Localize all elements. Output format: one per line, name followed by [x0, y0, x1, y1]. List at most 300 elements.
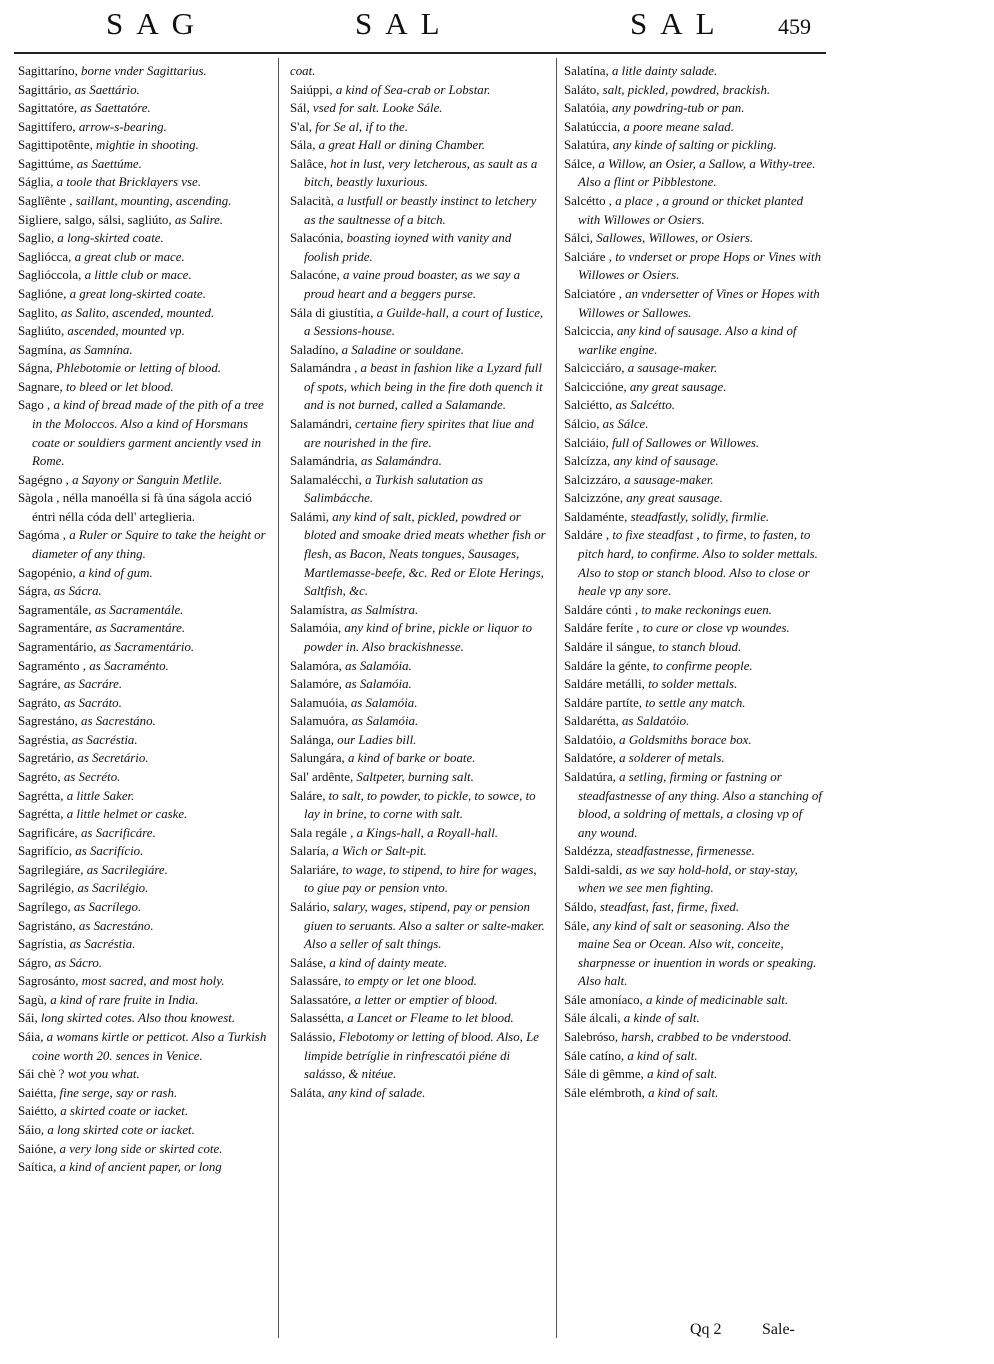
dictionary-entry — [18, 396, 276, 470]
entry-headword: Sagristáno, — [18, 918, 76, 933]
dictionary-entry — [564, 285, 822, 322]
dictionary-entry — [564, 1047, 822, 1066]
entry-definition: as Salcétto. — [612, 398, 675, 413]
dictionary-entry — [564, 526, 822, 600]
entry-headword: Salatúccia, — [564, 119, 621, 134]
entry-definition: coat. — [290, 64, 316, 78]
column-1 — [18, 62, 276, 1177]
column-3 — [564, 62, 822, 1102]
entry-headword: Sagmína, — [18, 342, 67, 357]
entry-definition: as Salire. — [171, 212, 224, 227]
entry-definition: as Sacramentáre. — [92, 621, 186, 636]
entry-headword: Salamuóia, — [290, 695, 348, 710]
entry-definition: hot in lust, very letcherous, as sault as a bitch, beastly luxurious. — [304, 156, 538, 190]
entry-definition: Flebotomy or letting of blood. Also, Le limpide betríglie in rinfrescatói piéne di salásso, & nitéue. — [304, 1030, 539, 1082]
entry-definition: as Salamándra. — [357, 454, 442, 469]
entry-definition: as Saettúme. — [73, 156, 142, 171]
entry-definition: any kind of salt, pickled, powdred or bloted and smoake dried meats whether fish or flesh, as Bacon, Neats tongues, Sausages, Martlemasse-beefe, &c. Red or Elote Herings, Saltfish, &c. — [304, 509, 546, 599]
entry-headword: Salciccióne, — [564, 379, 627, 394]
entry-headword: Sagrifício, — [18, 844, 73, 859]
entry-definition: a great club or mace. — [71, 249, 185, 264]
entry-definition: fine serge, say or rash. — [56, 1085, 178, 1100]
entry-headword: Saldézza, — [564, 844, 614, 859]
dictionary-entry — [18, 192, 276, 211]
entry-headword: Sagittipotênte, — [18, 138, 93, 153]
entry-headword: Sále amoníaco, — [564, 992, 643, 1007]
entry-headword: Saladíno, — [290, 342, 339, 357]
entry-headword: Sagrestáno, — [18, 714, 78, 729]
entry-headword: Sagittúme, — [18, 156, 74, 171]
entry-headword: Sagréstia, — [18, 732, 69, 747]
entry-definition: as Sácro. — [51, 955, 103, 970]
dictionary-entry — [18, 879, 276, 898]
dictionary-entry — [18, 285, 276, 304]
dictionary-entry — [564, 118, 822, 137]
entry-headword: Sagittatóre, — [18, 101, 78, 116]
entry-definition: any kind of sausage. — [610, 454, 719, 469]
entry-definition: a kind of gum. — [75, 565, 153, 580]
entry-definition: to cure or close vp woundes. — [639, 621, 790, 636]
entry-definition: as Sacraménto. — [86, 658, 169, 673]
column-rule-1 — [278, 58, 279, 1338]
entry-definition: as Sacráto. — [60, 695, 122, 710]
entry-definition: to make reckonings euen. — [638, 602, 772, 617]
dictionary-entry — [18, 322, 276, 341]
dictionary-entry — [18, 731, 276, 750]
entry-headword: Sagraménto , — [18, 658, 87, 673]
dictionary-entry — [290, 972, 548, 991]
dictionary-entry — [18, 564, 276, 583]
entry-definition: wot you what. — [64, 1067, 140, 1082]
dictionary-entry — [564, 415, 822, 434]
entry-definition: a beast in fashion like a Lyzard full of spots, which being in the fire doth quench it and is not burned, called a Salamande. — [304, 361, 543, 413]
entry-headword: Sagopénio, — [18, 565, 76, 580]
entry-definition: as Saldatóio. — [618, 714, 690, 729]
entry-definition: a kind of bread made of the pith of a tree in the Moloccos. Also a kind of Horsmans coate or souldiers garment anciently vsed in Rome. — [32, 398, 264, 469]
entry-headword: Sagóma , — [18, 528, 66, 543]
entry-headword: Sále álcali, — [564, 1011, 621, 1026]
column-2 — [290, 62, 548, 1102]
entry-headword: Sál, — [290, 101, 310, 116]
entry-headword: Sálce, — [564, 156, 596, 171]
entry-headword: Salário, — [290, 900, 330, 915]
entry-definition: as Sacrifício. — [72, 844, 144, 859]
entry-definition: a kind of salt. — [644, 1085, 719, 1100]
dictionary-entry — [564, 768, 822, 842]
entry-definition: a kind of Sea-crab or Lobstar. — [332, 82, 491, 97]
dictionary-entry — [290, 787, 548, 824]
entry-headword: Sále di gêmme, — [564, 1067, 644, 1082]
dictionary-entry — [290, 359, 548, 415]
entry-headword: Sigliere, salgo, sálsi, sagliúto, — [18, 212, 172, 227]
entry-headword: Salatína, — [564, 64, 609, 78]
entry-definition: as Salito, ascended, mounted. — [57, 305, 215, 320]
entry-headword: Sagrificáre, — [18, 825, 78, 840]
entry-definition: a Saladine or souldane. — [338, 342, 465, 357]
entry-headword: Sagrístia, — [18, 937, 67, 952]
dictionary-entry — [290, 768, 548, 787]
dictionary-entry — [18, 173, 276, 192]
entry-headword: Salatúra, — [564, 138, 610, 153]
entry-definition: a toole that Bricklayers vse. — [53, 175, 201, 190]
entry-headword: Salamalécchi, — [290, 472, 362, 487]
entry-definition: steadfast, fast, firme, fixed. — [596, 900, 740, 915]
entry-headword: Sagráre, — [18, 677, 61, 692]
entry-definition: a setling, firming or fastning or steadfastnesse of any thing. Also a stanching of blood, a soldring of mettals, a closing vp of any wound. — [578, 769, 822, 840]
dictionary-entry — [18, 768, 276, 787]
entry-headword: Saiétto, — [18, 1104, 58, 1119]
entry-headword: Salatóia, — [564, 101, 609, 116]
entry-definition: as Sácra. — [50, 584, 102, 599]
entry-headword: Saglióne, — [18, 286, 67, 301]
dictionary-entry — [564, 712, 822, 731]
entry-headword: Salciáio, — [564, 435, 609, 450]
entry-headword: Sagù, — [18, 992, 48, 1007]
dictionary-entry — [290, 155, 548, 192]
entry-definition: any kind of salt or seasoning. Also the maine Sea or Ocean. Also wit, conceite, sharpnesse or inuention in words or speaking. Also halt. — [578, 918, 817, 989]
entry-headword: Sagréto, — [18, 769, 61, 784]
dictionary-entry — [290, 954, 548, 973]
entry-definition: a kind of barke or boate. — [344, 751, 476, 766]
entry-definition: vsed for salt. Looke Sále. — [309, 101, 443, 116]
entry-headword: Sáia, — [18, 1030, 44, 1045]
entry-headword: Salamóia, — [290, 621, 342, 636]
entry-headword: Saglïênte , — [18, 194, 73, 209]
dictionary-entry — [564, 155, 822, 192]
entry-headword: Saldáre il sángue, — [564, 639, 656, 654]
entry-definition: as Secréto. — [60, 769, 121, 784]
entry-definition: to fixe steadfast , to firme, to fasten, to pitch hard, to confirme. Also to solder mettals. Also to stop or stanch blood. Also to close or heale vp any sore. — [578, 528, 818, 599]
entry-headword: Sagretário, — [18, 751, 75, 766]
entry-definition: a kind of salt. — [643, 1067, 718, 1082]
entry-definition: any powdring-tub or pan. — [608, 101, 745, 116]
entry-headword: Ságna, — [18, 361, 53, 376]
entry-headword: Sagrilégio, — [18, 881, 75, 896]
dictionary-entry — [18, 341, 276, 360]
entry-headword: Sále elémbroth, — [564, 1085, 645, 1100]
dictionary-entry — [564, 1009, 822, 1028]
dictionary-entry — [564, 1084, 822, 1103]
dictionary-entry — [290, 749, 548, 768]
entry-headword: Salamóra, — [290, 658, 342, 673]
entry-definition: arrow-s-bearing. — [75, 119, 167, 134]
dictionary-entry — [564, 136, 822, 155]
dictionary-entry — [18, 638, 276, 657]
entry-definition: Sallowes, Willowes, or Osiers. — [593, 231, 754, 246]
entry-headword: Saldaménte, — [564, 509, 628, 524]
entry-definition: a great Hall or dining Chamber. — [315, 138, 486, 153]
entry-headword: Saldáre la génte, — [564, 658, 650, 673]
entry-headword: Salamístra, — [290, 602, 348, 617]
dictionary-entry — [564, 322, 822, 359]
entry-definition: a place , a ground or thicket planted with Willowes or Osiers. — [578, 194, 804, 227]
entry-definition: an vndersetter of Vines or Hopes with Willowes or Sallowes. — [578, 286, 820, 320]
entry-definition: our Ladies bill. — [334, 732, 417, 747]
entry-definition: a vaine proud boaster, as we say a proud heart and a beggers purse. — [304, 268, 521, 301]
entry-definition: boasting ioyned with vanity and foolish pride. — [304, 231, 512, 264]
dictionary-entry — [564, 842, 822, 861]
entry-headword: Sagliócca, — [18, 249, 72, 264]
dictionary-entry — [18, 378, 276, 397]
entry-definition: as Sacráre. — [60, 677, 123, 692]
dictionary-entry — [290, 675, 548, 694]
entry-headword: Saldatúra, — [564, 769, 616, 784]
entry-definition: any kinde of salting or pickling. — [609, 138, 777, 153]
dictionary-entry — [290, 136, 548, 155]
dictionary-entry — [290, 824, 548, 843]
dictionary-entry — [18, 1065, 276, 1084]
entry-headword: Sagittário, — [18, 82, 72, 97]
entry-definition: a long-skirted coate. — [54, 231, 164, 246]
entry-definition: a little Saker. — [63, 788, 135, 803]
entry-headword: Saldi-saldi, — [564, 862, 623, 877]
entry-definition: certaine fiery spirites that liue and are nourished in the fire. — [304, 416, 534, 450]
entry-definition: steadfastnesse, firmenesse. — [613, 844, 755, 859]
dictionary-entry — [18, 304, 276, 323]
dictionary-entry — [18, 657, 276, 676]
dictionary-entry — [18, 1028, 276, 1065]
dictionary-entry — [18, 118, 276, 137]
dictionary-entry — [18, 972, 276, 991]
dictionary-entry — [290, 266, 548, 303]
dictionary-entry — [18, 229, 276, 248]
entry-definition: any kind of salade. — [324, 1085, 426, 1100]
entry-definition: to empty or let one blood. — [341, 974, 477, 989]
column-rule-2 — [556, 58, 557, 1338]
entry-definition: as Salamóia. — [341, 658, 412, 673]
entry-definition: to solder mettals. — [644, 677, 738, 692]
dictionary-entry — [564, 1028, 822, 1047]
entry-definition: as Sacrílego. — [70, 900, 142, 915]
entry-headword: Salungára, — [290, 751, 345, 766]
entry-definition: full of Sallowes or Willowes. — [608, 435, 760, 450]
entry-headword: Salamándri, — [290, 416, 352, 431]
catchword: Sale- — [762, 1321, 795, 1338]
dictionary-entry — [290, 192, 548, 229]
entry-definition: a Wich or Salt-pit. — [329, 844, 427, 859]
dictionary-entry — [290, 452, 548, 471]
dictionary-entry — [18, 619, 276, 638]
entry-headword: Sagramentáre, — [18, 621, 93, 636]
dictionary-entry — [290, 1009, 548, 1028]
entry-definition: ascended, mounted vp. — [64, 324, 185, 339]
entry-definition: a kinde of medicinable salt. — [642, 992, 789, 1007]
dictionary-entry — [290, 619, 548, 656]
entry-definition: a Kings-hall, a Royall-hall. — [353, 825, 499, 840]
dictionary-entry — [290, 842, 548, 861]
entry-headword: Salaría, — [290, 844, 330, 859]
entry-headword: Saláta, — [290, 1085, 325, 1100]
entry-definition: mightie in shooting. — [92, 138, 199, 153]
dictionary-entry — [290, 898, 548, 954]
entry-definition: a skirted coate or iacket. — [57, 1104, 189, 1119]
entry-headword: Sagrílego, — [18, 900, 71, 915]
dictionary-entry — [564, 508, 822, 527]
entry-definition: a Sayony or Sanguin Metlile. — [68, 472, 223, 487]
dictionary-entry — [18, 675, 276, 694]
dictionary-entry — [564, 192, 822, 229]
entry-definition: a little club or mace. — [81, 268, 192, 283]
entry-headword: Sái chè ? — [18, 1067, 65, 1082]
entry-headword: Sagrilegiáre, — [18, 862, 84, 877]
dictionary-entry — [290, 508, 548, 601]
dictionary-entry — [290, 694, 548, 713]
dictionary-entry — [18, 489, 276, 526]
dictionary-entry — [18, 248, 276, 267]
dictionary-entry — [18, 1121, 276, 1140]
entry-headword: S'al, — [290, 119, 313, 134]
entry-headword: Saióne, — [18, 1141, 57, 1156]
dictionary-entry — [564, 378, 822, 397]
entry-definition: to wage, to stipend, to hire for wages, to giue pay or pension vnto. — [304, 862, 537, 896]
entry-definition: a Turkish salutation as Salimbácche. — [304, 472, 483, 506]
entry-definition: as Secretário. — [74, 751, 149, 766]
entry-definition: steadfastly, solidly, firmlie. — [627, 509, 770, 524]
entry-headword: Sagittaríno, — [18, 64, 78, 78]
entry-definition: long skirted cotes. Also thou knowest. — [37, 1011, 236, 1026]
entry-definition: harsh, crabbed to be vnderstood. — [618, 1030, 792, 1045]
entry-definition: any kind of brine, pickle or liquor to powder in. Also brackishnesse. — [304, 621, 533, 654]
entry-headword: Salariáre, — [290, 862, 340, 877]
entry-definition: borne vnder Sagittarius. — [77, 64, 207, 78]
entry-definition: as Sacrilegiáre. — [83, 862, 168, 877]
dictionary-entry — [290, 81, 548, 100]
entry-headword: Sagliúto, — [18, 324, 65, 339]
entry-headword: Salciétto, — [564, 398, 613, 413]
dictionary-entry — [18, 954, 276, 973]
running-head-right: SAL — [630, 6, 728, 41]
dictionary-entry — [290, 657, 548, 676]
dictionary-entry — [564, 62, 822, 81]
entry-headword: Salánga, — [290, 732, 335, 747]
dictionary-entry — [290, 601, 548, 620]
dictionary-entry — [564, 675, 822, 694]
entry-definition: any great sausage. — [626, 379, 727, 394]
entry-definition: as Sacramentário. — [96, 639, 195, 654]
dictionary-entry — [18, 749, 276, 768]
entry-headword: Salcízza, — [564, 454, 611, 469]
dictionary-entry — [290, 304, 548, 341]
dictionary-entry — [18, 861, 276, 880]
dictionary-entry — [564, 749, 822, 768]
entry-definition: a kind of rare fruite in India. — [47, 992, 199, 1007]
entry-definition: a Willow, an Osier, a Sallow, a Withy-tree. Also a flint or Pibblestone. — [578, 156, 816, 190]
entry-definition: as Salamóia. — [341, 677, 412, 692]
entry-headword: Saglio, — [18, 231, 55, 246]
entry-definition: a poore meane salad. — [620, 119, 734, 134]
entry-headword: Ságro, — [18, 955, 52, 970]
dictionary-entry — [564, 489, 822, 508]
dictionary-entry — [290, 1084, 548, 1103]
running-head-left: SAG — [106, 6, 208, 41]
entry-definition: a kind of ancient paper, or long — [56, 1160, 222, 1175]
dictionary-entry — [564, 861, 822, 898]
entry-definition: to stanch bloud. — [655, 639, 742, 654]
dictionary-entry — [564, 991, 822, 1010]
entry-headword: Sagrétta, — [18, 788, 64, 803]
entry-headword: Saiúppi, — [290, 82, 333, 97]
entry-headword: Salamándria, — [290, 454, 358, 469]
entry-headword: Saldáre feríte , — [564, 621, 640, 636]
entry-definition: a Guilde-hall, a court of Iustice, a Sessions-house. — [304, 305, 544, 339]
entry-headword: Salamuóra, — [290, 714, 349, 729]
entry-headword: Salcétto , — [564, 194, 612, 209]
dictionary-entry — [18, 712, 276, 731]
dictionary-entry — [18, 935, 276, 954]
dictionary-entry — [18, 155, 276, 174]
entry-headword: Sále catíno, — [564, 1048, 625, 1063]
dictionary-entry — [564, 1065, 822, 1084]
dictionary-entry — [564, 601, 822, 620]
entry-headword: Saláto, — [564, 82, 600, 97]
dictionary-entry — [18, 359, 276, 378]
entry-headword: Sála di giustítia, — [290, 305, 374, 320]
entry-definition: as Sacramentále. — [91, 602, 184, 617]
entry-definition: to salt, to powder, to pickle, to sowce, to lay in brine, to corne with salt. — [304, 788, 536, 822]
dictionary-entry — [564, 81, 822, 100]
running-head-middle: SAL — [355, 6, 453, 41]
entry-definition: a Ruler or Squire to take the height or diameter of any thing. — [32, 528, 266, 562]
dictionary-entry — [18, 582, 276, 601]
dictionary-entry — [18, 99, 276, 118]
entry-headword: Ságlia, — [18, 175, 54, 190]
entry-definition: to confirme people. — [649, 658, 753, 673]
entry-headword: Sále, — [564, 918, 590, 933]
entry-headword: Salciatóre , — [564, 286, 622, 301]
dictionary-entry — [18, 211, 276, 230]
entry-definition: a solderer of metals. — [615, 751, 725, 766]
dictionary-entry — [18, 601, 276, 620]
entry-headword: Salacónia, — [290, 231, 344, 246]
entry-headword: Sagramentário, — [18, 639, 97, 654]
dictionary-entry — [18, 694, 276, 713]
entry-headword: Salciccia, — [564, 324, 614, 339]
entry-headword: Sálci, — [564, 231, 593, 246]
entry-headword: Saldatóre, — [564, 751, 616, 766]
dictionary-entry — [18, 266, 276, 285]
entry-headword: Sagittífero, — [18, 119, 76, 134]
dictionary-entry — [18, 898, 276, 917]
entry-definition: most sacred, and most holy. — [78, 974, 225, 989]
entry-definition: as Salamóia. — [348, 714, 419, 729]
entry-headword: Saláse, — [290, 955, 327, 970]
page-number: 459 — [778, 14, 811, 39]
dictionary-entry — [564, 731, 822, 750]
dictionary-entry — [290, 118, 548, 137]
dictionary-entry — [564, 229, 822, 248]
dictionary-entry — [564, 359, 822, 378]
entry-definition: as Sálce. — [599, 416, 649, 431]
entry-definition: to settle any match. — [642, 695, 746, 710]
dictionary-entry — [18, 526, 276, 563]
entry-definition: a letter or emptier of blood. — [351, 992, 498, 1007]
entry-headword: Saldáre partíte, — [564, 695, 643, 710]
entry-definition: a litle dainty salade. — [608, 64, 718, 78]
dictionary-entry — [290, 341, 548, 360]
entry-headword: Sagrétta, — [18, 807, 64, 822]
entry-definition: as Sacrilégio. — [74, 881, 149, 896]
entry-headword: Sala regále , — [290, 825, 354, 840]
dictionary-entry — [18, 1084, 276, 1103]
dictionary-entry — [564, 452, 822, 471]
entry-headword: Salámi, — [290, 509, 330, 524]
dictionary-entry — [564, 657, 822, 676]
entry-definition: for Se al, if to the. — [312, 119, 408, 134]
entry-definition: a Goldsmiths borace box. — [615, 732, 752, 747]
entry-definition: as Samnína. — [66, 342, 133, 357]
entry-definition: saillant, mounting, ascending. — [72, 194, 232, 209]
entry-headword: Saldáre , — [564, 528, 610, 543]
